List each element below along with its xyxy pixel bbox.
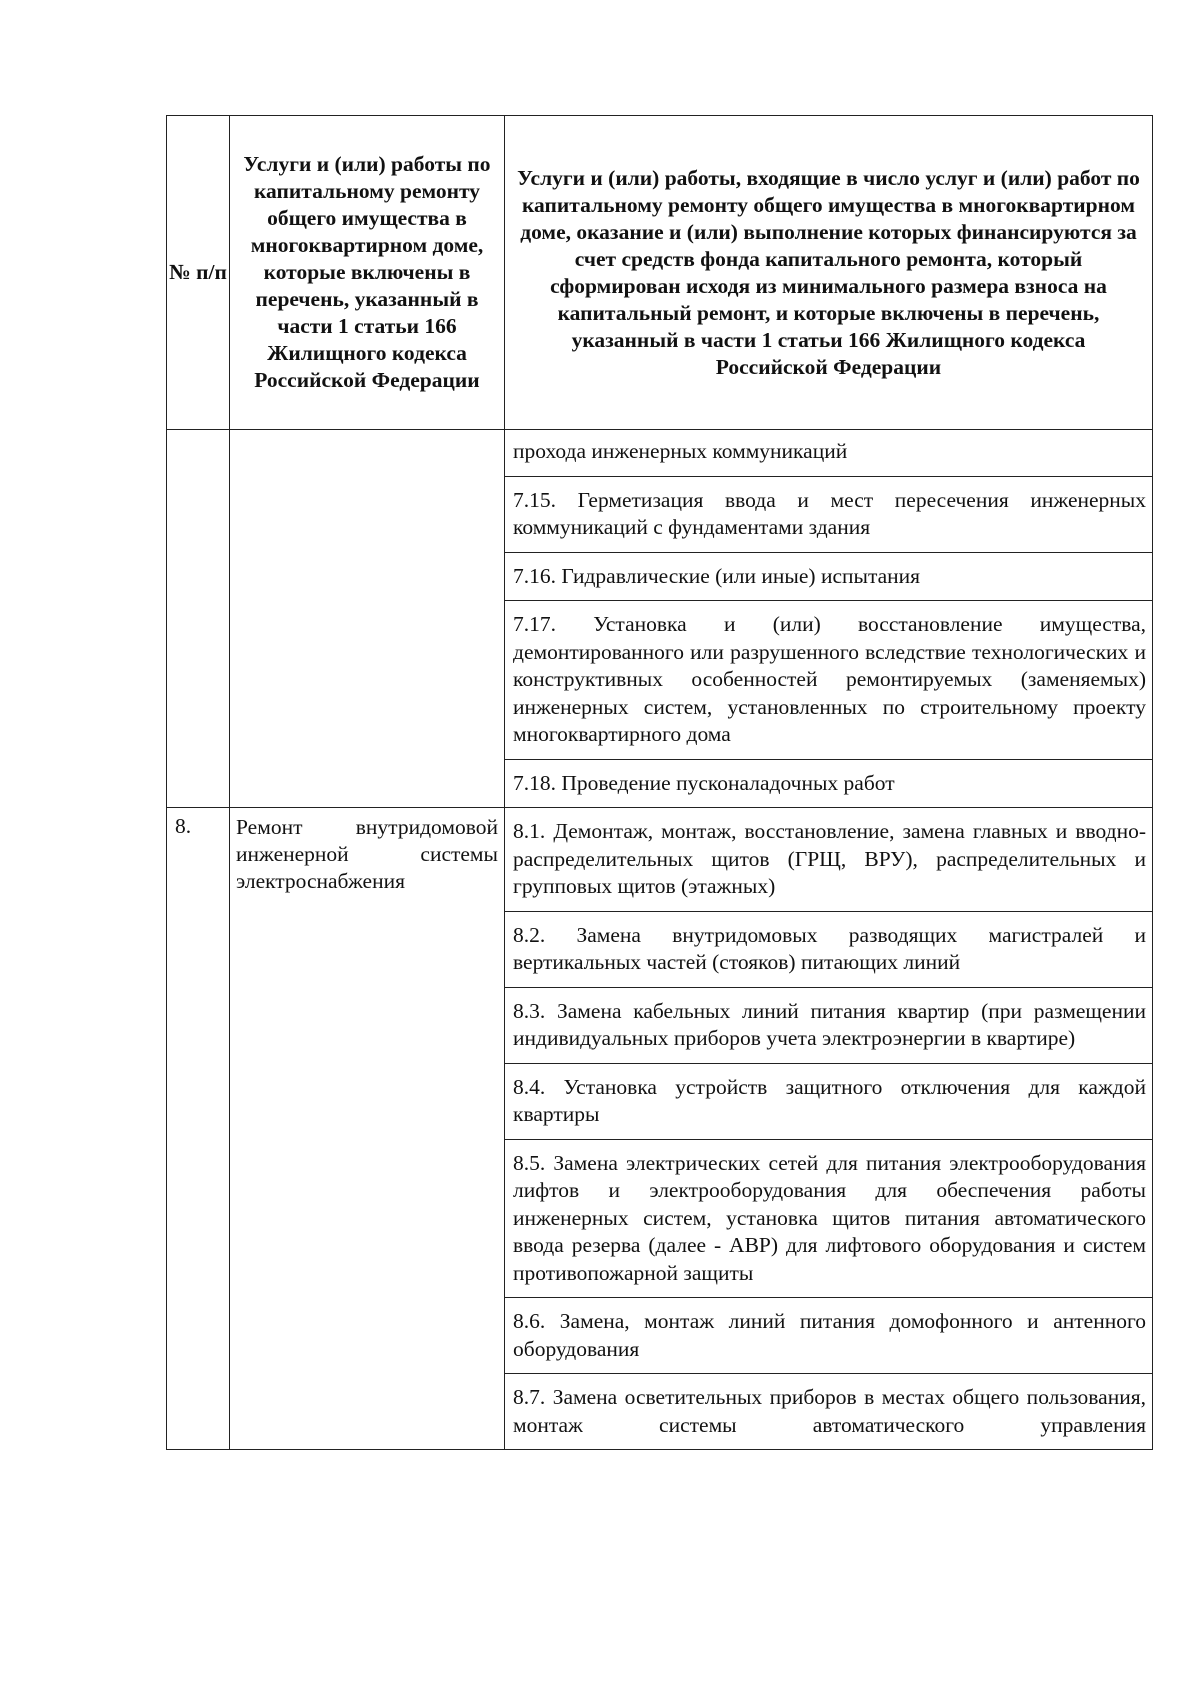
header-num: № п/п — [167, 116, 230, 430]
table-row — [167, 808, 1153, 912]
service-item: 8.7. Замена осветительных приборов в местах общего пользования, монтаж системы автоматического управления — [505, 1374, 1153, 1450]
service-item: 8.2. Замена внутридомовых разводящих магистралей и вертикальных частей (стояков) питающих линий — [505, 911, 1153, 987]
service-item: 8.4. Установка устройств защитного отключения для каждой квартиры — [505, 1063, 1153, 1139]
group7-num-cell — [167, 430, 230, 808]
service-item: 7.15. Герметизация ввода и мест пересечения инженерных коммуникаций с фундаментами здания — [505, 476, 1153, 552]
header-works: Услуги и (или) работы по капитальному ремонту общего имущества в многоквартирном доме, которые включены в перечень, указанный в части 1 статьи 166 Жилищного кодекса Российской Федерации — [230, 116, 505, 430]
table-header-row — [167, 116, 1153, 430]
service-item: 7.16. Гидравлические (или иные) испытания — [505, 552, 1153, 601]
service-item: 7.18. Проведение пусконаладочных работ — [505, 759, 1153, 808]
service-item: прохода инженерных коммуникаций — [505, 430, 1153, 477]
group8-work: Ремонт внутридомовой инженерной системы электроснабжения — [230, 808, 505, 1450]
group7-work-cell — [230, 430, 505, 808]
service-item: 8.3. Замена кабельных линий питания квартир (при размещении индивидуальных приборов учета электроэнергии в квартире) — [505, 987, 1153, 1063]
service-item: 8.1. Демонтаж, монтаж, восстановление, замена главных и вводно-распределительных щитов (ГРЩ, ВРУ), распределительных и групповых щитов (этажных) — [505, 808, 1153, 912]
works-table — [166, 115, 1153, 1450]
service-item: 8.5. Замена электрических сетей для питания электрооборудования лифтов и электрооборудования для обеспечения работы инженерных систем, установка щитов питания автоматического ввода резерва (далее - АВР) для лифтового оборудования и систем противопожарной защиты — [505, 1139, 1153, 1298]
service-item: 7.17. Установка и (или) восстановление имущества, демонтированного или разрушенного вследствие технологических и конструктивных особенностей ремонтируемых (заменяемых) инженерных систем, установленных по строительному проекту многоквартирного дома — [505, 601, 1153, 760]
group8-num: 8. — [167, 808, 230, 1450]
table-row — [167, 430, 1153, 477]
service-item: 8.6. Замена, монтаж линий питания домофонного и антенного оборудования — [505, 1298, 1153, 1374]
header-services: Услуги и (или) работы, входящие в число услуг и (или) работ по капитальному ремонту общего имущества в многоквартирном доме, оказание и (или) выполнение которых финансируются за счет средств фонда капитального ремонта, который сформирован исходя из минимального размера взноса на капитальный ремонт, и которые включены в перечень, указанный в части 1 статьи 166 Жилищного кодекса Российской Федерации — [505, 116, 1153, 430]
